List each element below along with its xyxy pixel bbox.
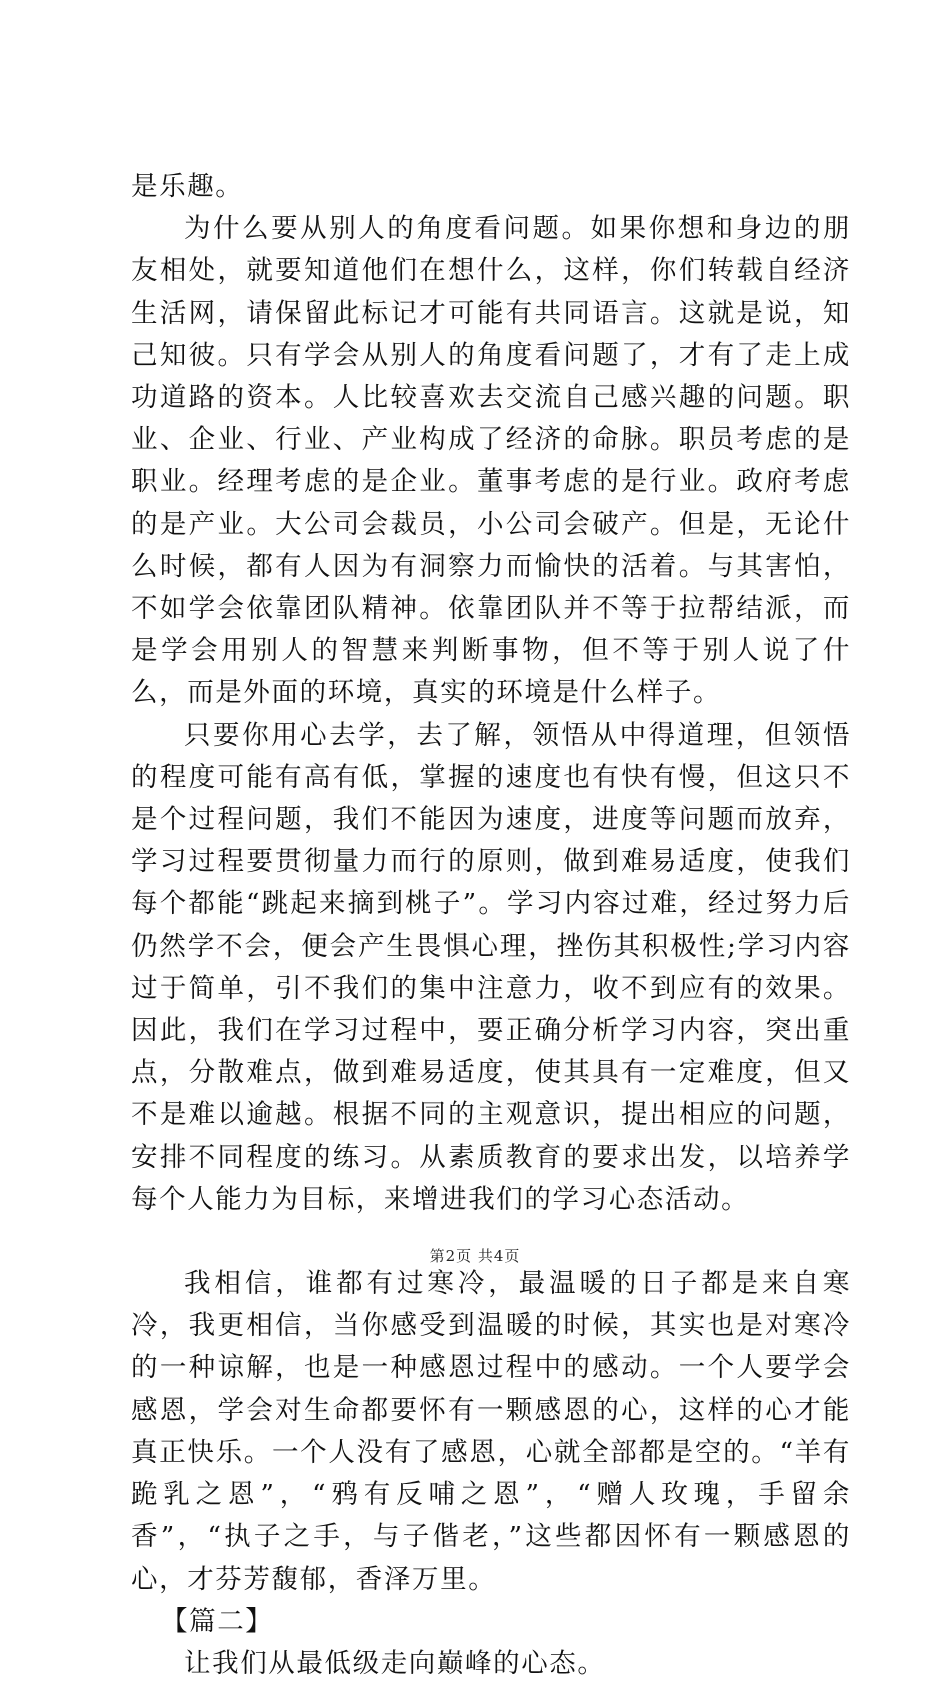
page-footer: 第2页 共4页 — [429, 1247, 521, 1265]
paragraph-learning: 只要你用心去学，去了解，领悟从中得道理，但领悟的程度可能有高有低，掌握的速度也有快有慢，但这只不是个过程问题，我们不能因为速度，进度等问题而放弃，学习过程要贯彻量力而行的原则，做到难易适度，使我们每个都能“跳起来摘到桃子”。学习内容过难，经过努力后仍然学不会，便会产生畏惧心理，挫伤其积极性;学习内容过于简单，引不我们的集中注意力，收不到应有的效果。因此，我们在学习过程中，要正确分析学习内容，突出重点，分散难点，做到难易适度，使其具有一定难度，但又不是难以逾越。根据不同的主观意识，提出相应的问题，安排不同程度的练习。从素质教育的要求出发，以培养学每个人能力为目标，来增进我们的学习心态活动。 — [131, 719, 851, 1215]
section-heading: 【篇二】 — [161, 1605, 274, 1637]
paragraph-gratitude: 我相信，谁都有过寒冷，最温暖的日子都是来自寒冷，我更相信，当你感受到温暖的时候，其实也是对寒冷的一种谅解，也是一种感恩过程中的感动。一个人要学会感恩，学会对生命都要怀有一颗感恩的心，这样的心才能真正快乐。一个人没有了感恩，心就全部都是空的。“羊有跪乳之恩”，“鸦有反哺之恩”，“赠人玫瑰，手留余香”，“执子之手，与子偕老，”这些都因怀有一颗感恩的心，才芬芳馥郁，香泽万里。 — [131, 1268, 851, 1595]
paragraph-fragment: 是乐趣。 — [131, 171, 244, 202]
paragraph-perspective: 为什么要从别人的角度看问题。如果你想和身边的朋友相处，就要知道他们在想什么，这样，你们转载自经济生活网，请保留此标记才可能有共同语言。这就是说，知己知彼。只有学会从别人的角度看问题了，才有了走上成功道路的资本。人比较喜欢去交流自己感兴趣的问题。职业、企业、行业、产业构成了经济的命脉。职员考虑的是职业。经理考虑的是企业。董事考虑的是行业。政府考虑的是产业。大公司会裁员，小公司会破产。但是，无论什么时候，都有人因为有洞察力而愉快的活着。与其害怕，不如学会依靠团队精神。依靠团队并不等于拉帮结派，而是学会用别人的智慧来判断事物，但不等于别人说了什么，而是外面的环境，真实的环境是什么样子。 — [131, 213, 851, 709]
document-body — [131, 166, 851, 1685]
paragraph-mindset: 让我们从最低级走向巅峰的心态。 — [184, 1647, 606, 1679]
